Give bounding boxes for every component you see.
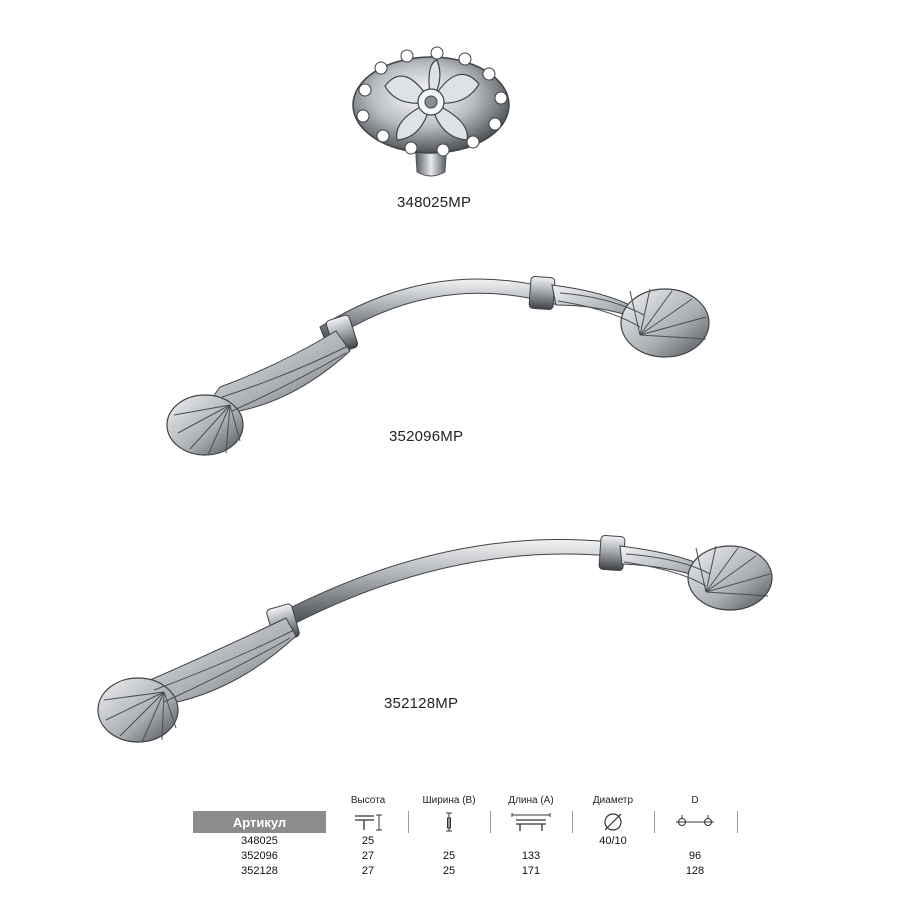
spec-icon-row xyxy=(193,811,738,835)
height-icon xyxy=(328,811,408,833)
col-distance-header: D xyxy=(691,795,699,806)
distance-cell: 96 xyxy=(688,850,702,862)
height-cell: 27 xyxy=(361,850,375,862)
diameter-cell: 40/10 xyxy=(599,835,627,847)
col-length-header: Длина (A) xyxy=(508,795,554,806)
spec-table xyxy=(193,795,738,880)
diameter-icon xyxy=(573,811,653,833)
width-icon xyxy=(409,811,489,833)
article-cell: 348025 xyxy=(241,835,278,847)
width-cell: 25 xyxy=(442,865,456,877)
article-cell: 352128 xyxy=(241,865,278,877)
product-code-352096: 352096MP xyxy=(389,428,464,445)
table-row xyxy=(193,850,738,865)
length-cell: 171 xyxy=(521,865,541,877)
article-cell: 352096 xyxy=(241,850,278,862)
col-width-header: Ширина (B) xyxy=(422,795,476,806)
length-icon xyxy=(491,811,571,833)
flower-knob-image xyxy=(345,30,515,180)
article-header: Артикул xyxy=(193,811,326,833)
height-cell: 27 xyxy=(361,865,375,877)
product-code-352128: 352128MP xyxy=(384,695,459,712)
width-cell: 25 xyxy=(442,850,456,862)
table-row xyxy=(193,865,738,880)
spec-header-row xyxy=(193,795,738,811)
product-code-348025: 348025MP xyxy=(397,194,472,211)
distance-cell: 128 xyxy=(685,865,705,877)
col-height-header: Высота xyxy=(350,795,386,806)
distance-icon xyxy=(655,811,735,833)
table-row xyxy=(193,835,738,850)
shell-handle-128-image xyxy=(90,530,775,755)
length-cell: 133 xyxy=(521,850,541,862)
col-diameter-header: Диаметр xyxy=(592,795,634,806)
height-cell: 25 xyxy=(361,835,375,847)
